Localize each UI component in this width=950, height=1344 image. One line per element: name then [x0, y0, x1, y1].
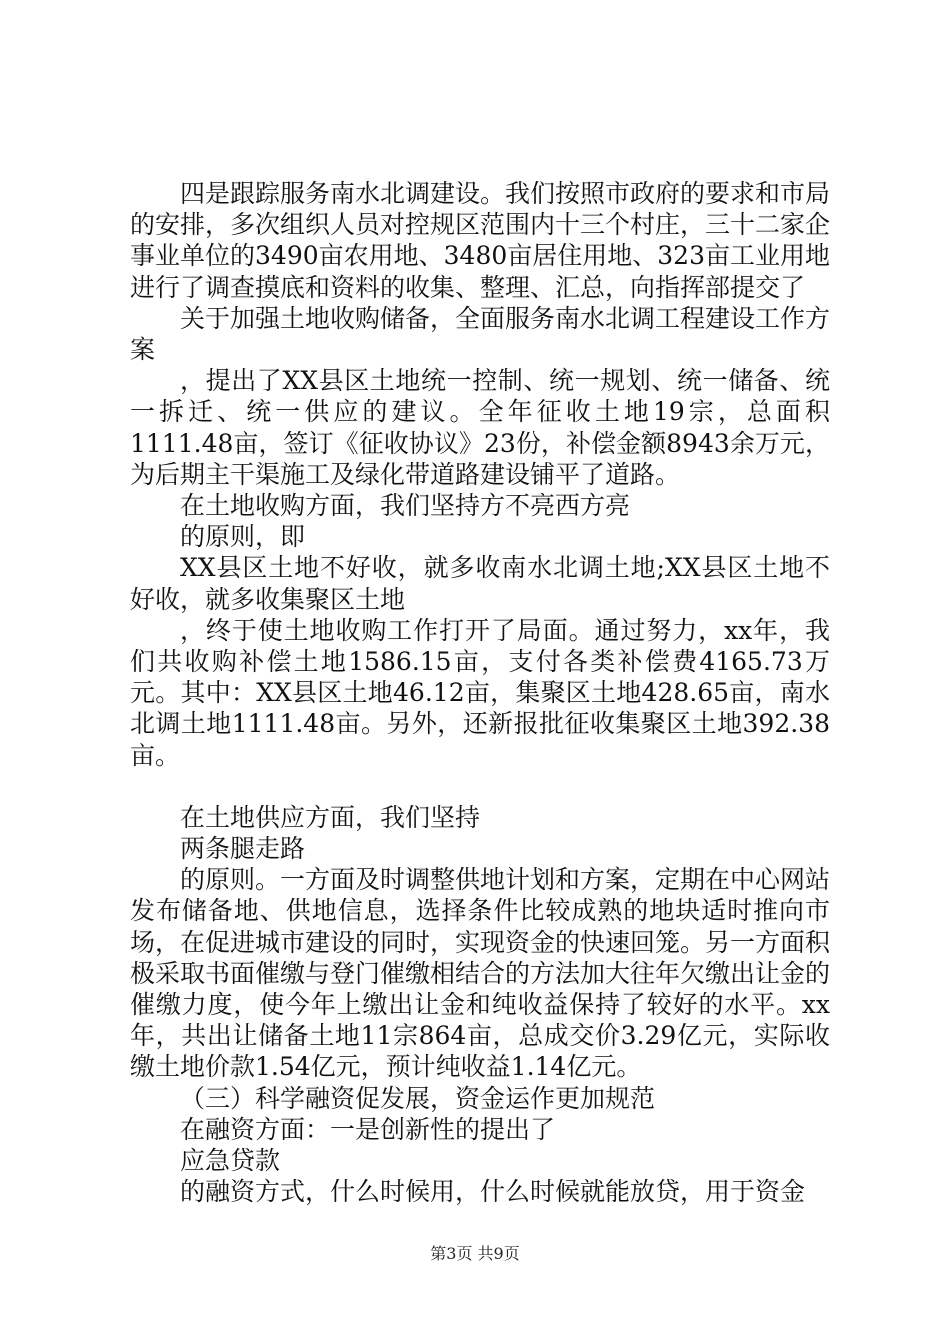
paragraph-two-legs: 两条腿走路 — [180, 834, 306, 864]
paragraph-supply-intro: 在土地供应方面，我们坚持 — [180, 802, 481, 832]
paragraph-acquisition-intro: 在土地收购方面，我们坚持方不亮西方亮 — [180, 491, 631, 521]
section-heading-financing: （三）科学融资促发展，资金运作更加规范 — [180, 1083, 656, 1113]
paragraph-acquisition-result: ，终于使土地收购工作打开了局面。通过努力，xx年，我们共收购补偿土地1586.15亩，支付各类补偿费4165.73万元。其中：XX县区土地46.12亩，集聚区土地428.65亩，南水北调土地1111.48亩。另外，还新报批征收集聚区土地392.38亩。 — [130, 615, 830, 770]
document-body — [130, 178, 830, 1208]
paragraph-proposal: ，提出了XX县区土地统一控制、统一规划、统一储备、统一拆迁、统一供应的建议。全年征收土地19宗，总面积1111.48亩，签订《征收协议》23份，补偿金额8943余万元，为后期主干渠施工及绿化带道路建设铺平了道路。 — [130, 366, 830, 489]
paragraph-south-north-water: 四是跟踪服务南水北调建设。我们按照市政府的要求和市局的安排，多次组织人员对控规区范围内十三个村庄，三十二家企事业单位的3490亩农用地、3480亩居住用地、323亩工业用地进行了调查摸底和资料的收集、整理、汇总，向指挥部提交了 — [130, 179, 831, 302]
paragraph-plan-title: 关于加强土地收购储备，全面服务南水北调工程建设工作方案 — [130, 303, 831, 365]
paragraph-emergency-loan: 应急贷款 — [180, 1146, 281, 1176]
paragraph-supply-detail: 的原则。一方面及时调整供地计划和方案，定期在中心网站发布储备地、供地信息，选择条件比较成熟的地块适时推向市场，在促进城市建设的同时，实现资金的快速回笼。另一方面积极采取书面催缴与登门催缴相结合的方法加大往年欠缴出让金的催缴力度，使今年上缴出让金和纯收益保持了较好的水平。xx年，共出让储备土地11宗864亩，总成交价3.29亿元，实际收缴土地价款1.54亿元，预计纯收益1.14亿元。 — [130, 865, 831, 1082]
paragraph-principle: 的原则，即 — [180, 522, 306, 552]
paragraph-gap — [130, 771, 830, 802]
paragraph-financing-intro: 在融资方面：一是创新性的提出了 — [180, 1114, 556, 1144]
paragraph-acquisition-rule: XX县区土地不好收，就多收南水北调土地;XX县区土地不好收，就多收集聚区土地 — [130, 553, 830, 614]
paragraph-financing-method: 的融资方式，什么时候用，什么时候就能放贷，用于资金 — [180, 1177, 806, 1207]
page-number-footer: 第3页 共9页 — [430, 1244, 520, 1263]
